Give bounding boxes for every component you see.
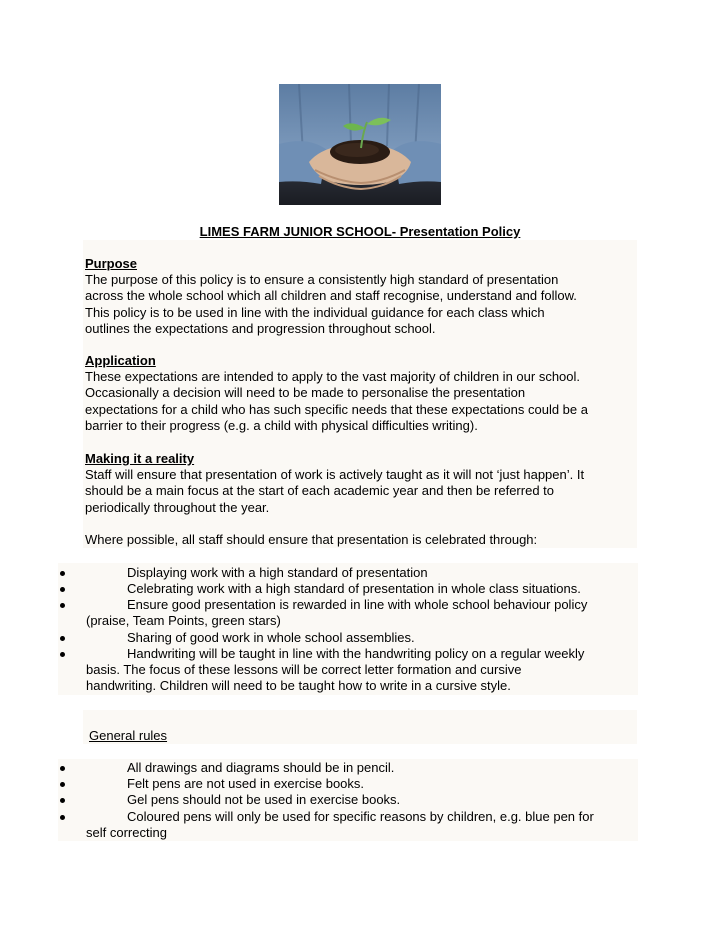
document-title: LIMES FARM JUNIOR SCHOOL- Presentation Policy — [199, 224, 521, 239]
bullet-icon — [60, 815, 65, 820]
bullet-icon — [60, 798, 65, 803]
section-making-it-a-reality — [85, 451, 641, 516]
section-purpose — [85, 256, 641, 337]
paragraph-line: periodically throughout the year. — [85, 499, 270, 515]
paragraph-line: Occasionally a decision will need to be made to personalise the presentation — [85, 385, 526, 401]
list-item: Felt pens are not used in exercise books. — [58, 776, 638, 792]
general-rules-heading: General rules — [89, 728, 168, 743]
paragraph-line: expectations for a child who has such specific needs that these expectations could be a — [85, 401, 588, 417]
list-item: Ensure good presentation is rewarded in line with whole school behaviour policy (praise, Team Points, green stars) — [58, 597, 638, 629]
bullet-icon — [60, 782, 65, 787]
list-item: Gel pens should not be used in exercise books. — [58, 792, 638, 808]
celebrate-intro: Where possible, all staff should ensure that presentation is celebrated through: — [85, 532, 538, 547]
bullet-icon — [60, 587, 65, 592]
reality-heading: Making it a reality — [85, 451, 195, 466]
paragraph-line: barrier to their progress (e.g. a child with physical difficulties writing). — [85, 417, 478, 433]
list-item: Handwriting will be taught in line with the handwriting policy on a regular weekly basis. The focus of these lessons will be correct letter formation and cursive handwriting. Children will need to be taught how to write in a cursive style. — [58, 646, 638, 695]
list-item: All drawings and diagrams should be in pencil. — [58, 760, 638, 776]
paragraph-line: This policy is to be used in line with the individual guidance for each class which — [85, 304, 545, 320]
list-item: Sharing of good work in whole school assemblies. — [58, 630, 638, 646]
paragraph-line: across the whole school which all children and staff recognise, understand and follow. — [85, 288, 577, 304]
paragraph-line: should be a main focus at the start of each academic year and then be referred to — [85, 483, 555, 499]
section-application — [85, 353, 641, 434]
bullet-icon — [60, 571, 65, 576]
paragraph-line: outlines the expectations and progression throughout school. — [85, 320, 436, 336]
header-photo-seedling — [279, 84, 441, 205]
bullet-icon — [60, 603, 65, 608]
bullet-icon — [60, 652, 65, 657]
bullet-icon — [60, 636, 65, 641]
bullet-icon — [60, 766, 65, 771]
paragraph-line: These expectations are intended to apply to the vast majority of children in our school. — [85, 369, 581, 385]
paragraph-line: Staff will ensure that presentation of work is actively taught as it will not ‘just happen’. It — [85, 467, 585, 483]
list-item: Celebrating work with a high standard of presentation in whole class situations. — [58, 581, 638, 597]
purpose-heading: Purpose — [85, 256, 138, 271]
list-item: Coloured pens will only be used for specific reasons by children, e.g. blue pen for self correcting — [58, 809, 638, 841]
application-heading: Application — [85, 353, 156, 368]
list-item: Displaying work with a high standard of presentation — [58, 565, 638, 581]
paragraph-line: The purpose of this policy is to ensure a consistently high standard of presentation — [85, 272, 559, 288]
